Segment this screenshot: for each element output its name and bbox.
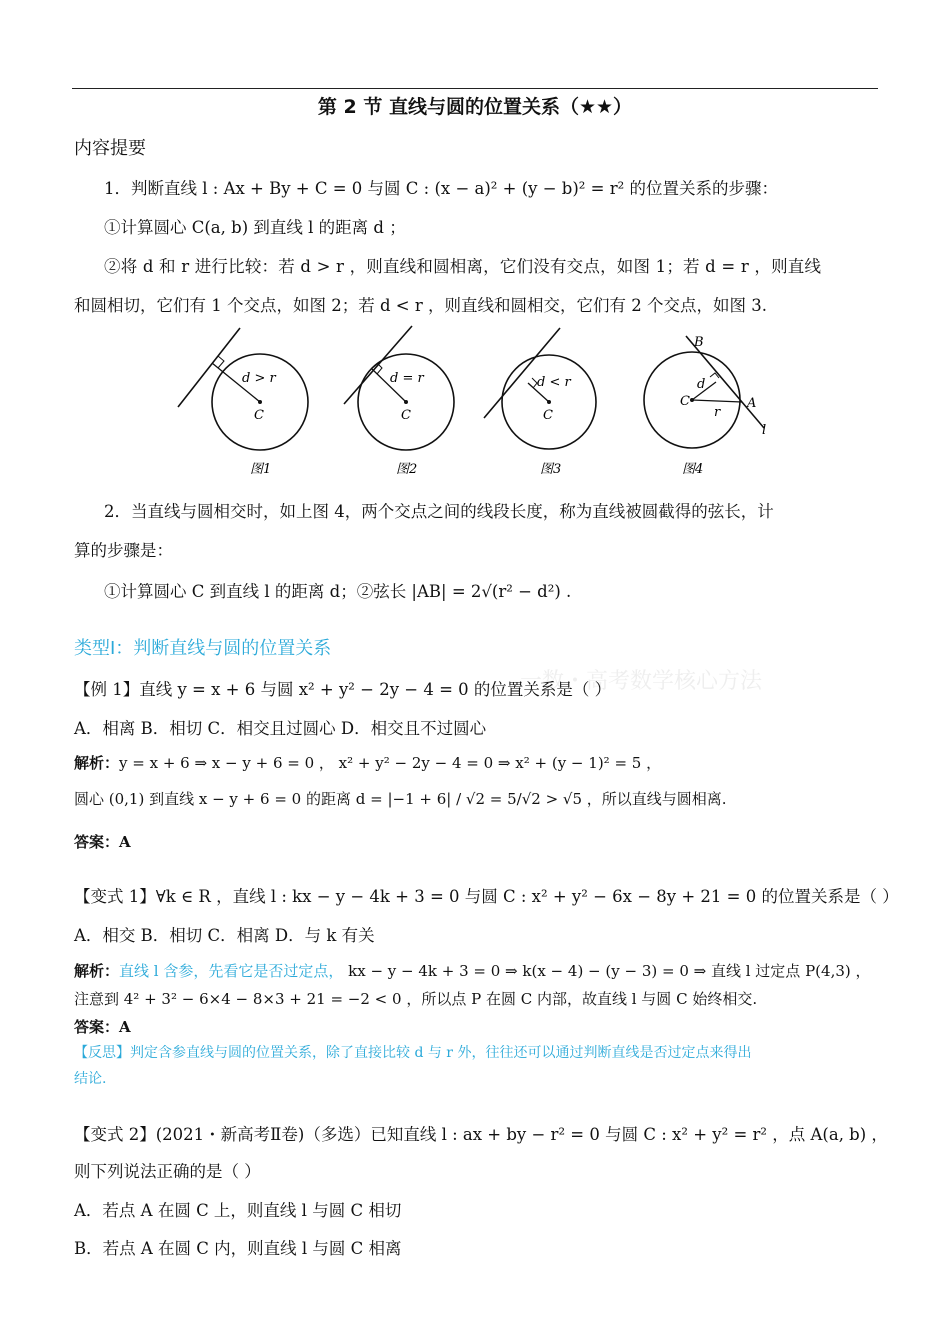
example-1-analysis-2: 圆心 (0,1) 到直线 x − y + 6 = 0 的距离 d = |−1 + 6| / √2 = 5/√2 > √5 ，所以直线与圆相离.: [74, 790, 727, 808]
variant-1-options: A．相交 B．相切 C．相离 D．与 k 有关: [74, 926, 375, 945]
figure-3-center: C: [543, 408, 553, 423]
figure-4-r: r: [714, 405, 721, 420]
figure-3-caption: 图3: [540, 462, 562, 477]
figure-4-line-l: l: [762, 423, 767, 438]
summary-step-1: ①计算圆心 C(a, b) 到直线 l 的距离 d ；: [104, 218, 406, 237]
variant-1-reflection-line-1: 【反思】判定含参直线与圆的位置关系，除了直接比较 d 与 r 外，往往还可以通过判断直线是否过定点来得出: [74, 1045, 752, 1061]
variant-1-analysis-1: kx − y − 4k + 3 = 0 ⇒ k(x − 4) − (y − 3) = 0 ⇒ 直线 l 过定点 P(4,3) ，: [343, 962, 871, 980]
variant-1-analysis-label: 解析：: [74, 962, 120, 980]
header-rule: [72, 88, 878, 89]
example-1-question: 【例 1】直线 y = x + 6 与圆 x² + y² − 2y − 4 = 0 的位置关系是（ ）: [74, 680, 612, 699]
summary-item-2-line-1: 2．当直线与圆相交时，如上图 4，两个交点之间的线段长度，称为直线被圆截得的弦长，计: [104, 502, 774, 521]
watermark: 一数・高考数学核心方法: [520, 669, 763, 694]
figure-1-caption: 图1: [250, 462, 272, 477]
example-1-answer: 答案：A: [74, 833, 131, 851]
figure-2-label: d = r: [390, 371, 424, 386]
variant-2-question-line-2: 则下列说法正确的是（ ）: [74, 1162, 261, 1181]
page-title: 第 2 节 直线与圆的位置关系（★★）: [317, 96, 633, 118]
variant-2-option-b: B．若点 A 在圆 C 内，则直线 l 与圆 C 相离: [74, 1239, 402, 1258]
figure-2-caption: 图2: [396, 462, 418, 477]
figure-4-point-a: A: [747, 396, 757, 411]
variant-1-reflection-line-2: 结论.: [74, 1071, 107, 1087]
summary-step-2-line-1: ②将 d 和 r 进行比较：若 d > r ，则直线和圆相离，它们没有交点，如图 1；若 d = r ，则直线: [104, 257, 822, 276]
variant-1-analysis-2: 注意到 4² + 3² − 6×4 − 8×3 + 21 = −2 < 0 ，所以点 P 在圆 C 内部，故直线 l 与圆 C 始终相交.: [74, 990, 758, 1008]
summary-item-1: 1．判断直线 l : Ax + By + C = 0 与圆 C : (x − a)² + (y − b)² = r² 的位置关系的步骤：: [104, 179, 778, 198]
figure-4-point-b: B: [694, 335, 704, 350]
variant-2-question-line-1: 【变式 2】(2021・新高考Ⅱ卷)（多选）已知直线 l : ax + by − r² = 0 与圆 C : x² + y² = r² ，点 A(a, b) ，: [74, 1125, 888, 1144]
example-1-analysis-label: 解析：: [74, 754, 120, 772]
figure-4-d: d: [697, 377, 706, 392]
figure-2: [344, 326, 454, 477]
example-1-analysis-1: y = x + 6 ⇒ x − y + 6 = 0 ， x² + y² − 2y − 4 = 0 ⇒ x² + (y − 1)² = 5 ，: [119, 754, 662, 772]
variant-1-analysis-hint: 直线 l 含参，先看它是否过定点，: [119, 962, 344, 980]
summary-step-2-line-2: 和圆相切，它们有 1 个交点，如图 2；若 d < r ，则直线和圆相交，它们有 2 个交点，如图 3.: [74, 296, 767, 315]
figure-3: [484, 328, 596, 477]
summary-item-2-steps: ①计算圆心 C 到直线 l 的距离 d；②弦长 |AB| = 2√(r² − d²) .: [104, 582, 572, 601]
variant-1-question: 【变式 1】∀k ∈ R ，直线 l : kx − y − 4k + 3 = 0 与圆 C : x² + y² − 6x − 8y + 21 = 0 的位置关系是（ ）: [74, 887, 899, 906]
figure-1-center: C: [254, 408, 264, 423]
figure-2-center: C: [401, 408, 411, 423]
figure-4-caption: 图4: [682, 462, 704, 477]
figure-1-label: d > r: [242, 371, 276, 386]
figure-4-center: C: [680, 394, 690, 409]
variant-1-answer: 答案：A: [74, 1018, 131, 1036]
summary-item-2-line-2: 算的步骤是：: [74, 541, 173, 560]
circle-figures: [150, 322, 800, 484]
figure-3-label: d < r: [537, 375, 571, 390]
summary-heading: 内容提要: [74, 138, 146, 159]
type-1-heading: 类型Ⅰ：判断直线与圆的位置关系: [74, 638, 332, 659]
variant-2-option-a: A．若点 A 在圆 C 上，则直线 l 与圆 C 相切: [74, 1201, 402, 1220]
figure-1: [178, 328, 308, 477]
example-1-options: A．相离 B．相切 C．相交且过圆心 D．相交且不过圆心: [74, 719, 487, 738]
figure-4: [644, 335, 766, 477]
